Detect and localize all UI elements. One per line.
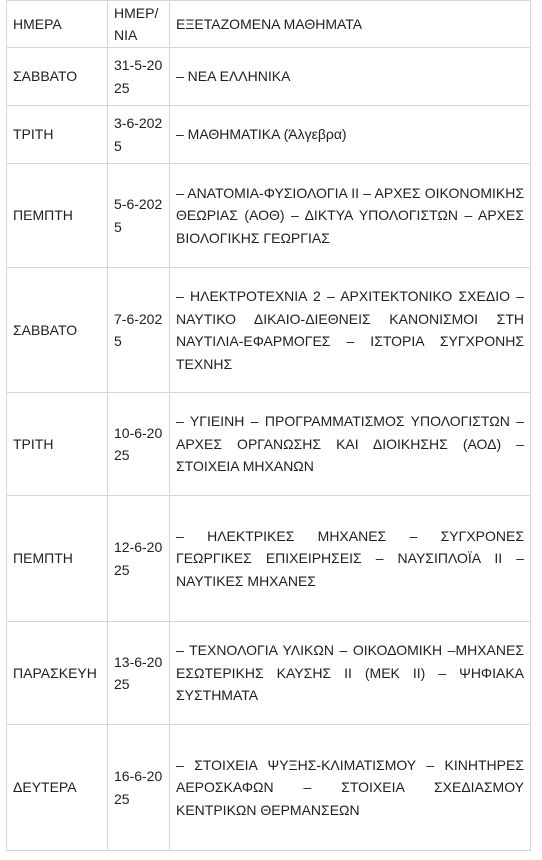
row-subjects: – ΣΤΟΙΧΕΙΑ ΨΥΞΗΣ-ΚΛΙΜΑΤΙΣΜΟΥ – ΚΙΝΗΤΗΡΕΣ ΑΕΡΟΣΚΑΦΩΝ – ΣΤΟΙΧΕΙΑ ΣΧΕΔΙΑΣΜΟΥ ΚΕΝΤΡΙΚΩΝ ΘΕΡΜΑΝΣΕΩΝ [170,725,531,851]
table-row [7,725,531,851]
row-day: ΠΑΡΑΣΚΕΥΗ [7,622,108,725]
row-date: 16-6-2025 [108,725,170,851]
row-date: 10-6-2025 [108,393,170,496]
row-subjects: – ΑΝΑΤΟΜΙΑ-ΦΥΣΙΟΛΟΓΙΑ ΙΙ – ΑΡΧΕΣ ΟΙΚΟΝΟΜΙΚΗΣ ΘΕΩΡΙΑΣ (ΑΟΘ) – ΔΙΚΤΥΑ ΥΠΟΛΟΓΙΣΤΩΝ – ΑΡΧΕΣ ΒΙΟΛΟΓΙΚΗΣ ΓΕΩΡΓΙΑΣ [170,164,531,268]
row-subjects: – ΗΛΕΚΤΡΙΚΕΣ ΜΗΧΑΝΕΣ – ΣΥΓΧΡΟΝΕΣ ΓΕΩΡΓΙΚΕΣ ΕΠΙΧΕΙΡΗΣΕΙΣ – ΝΑΥΣΙΠΛΟΪΑ ΙΙ – ΝΑΥΤΙΚΕΣ ΜΗΧΑΝΕΣ [170,496,531,622]
row-subjects: – ΤΕΧΝΟΛΟΓΙΑ ΥΛΙΚΩΝ – ΟΙΚΟΔΟΜΙΚΗ –ΜΗΧΑΝΕΣ ΕΣΩΤΕΡΙΚΗΣ ΚΑΥΣΗΣ ΙΙ (ΜΕΚ ΙΙ) – ΨΗΦΙΑΚΑ ΣΥΣΤΗΜΑΤΑ [170,622,531,725]
row-date: 12-6-2025 [108,496,170,622]
table-row [7,48,531,106]
row-day: ΠΕΜΠΤΗ [7,164,108,268]
table-row [7,106,531,164]
row-date: 7-6-2025 [108,268,170,393]
table-row [7,164,531,268]
table-row [7,268,531,393]
row-date: 5-6-2025 [108,164,170,268]
row-subjects: – ΗΛΕΚΤΡΟΤΕΧΝΙΑ 2 – ΑΡΧΙΤΕΚΤΟΝΙΚΟ ΣΧΕΔΙΟ – ΝΑΥΤΙΚΟ ΔΙΚΑΙΟ-ΔΙΕΘΝΕΙΣ ΚΑΝΟΝΙΣΜΟΙ ΣΤΗ ΝΑΥΤΙΛΙΑ-ΕΦΑΡΜΟΓΕΣ – ΙΣΤΟΡΙΑ ΣΥΓΧΡΟΝΗΣ ΤΕΧΝΗΣ [170,268,531,393]
table-row [7,393,531,496]
row-date: 31-5-2025 [108,48,170,106]
exam-schedule-table [6,0,531,851]
row-subjects: – ΥΓΙΕΙΝΗ – ΠΡΟΓΡΑΜΜΑΤΙΣΜΟΣ ΥΠΟΛΟΓΙΣΤΩΝ – ΑΡΧΕΣ ΟΡΓΑΝΩΣΗΣ ΚΑΙ ΔΙΟΙΚΗΣΗΣ (ΑΟΔ) – ΣΤΟΙΧΕΙΑ ΜΗΧΑΝΩΝ [170,393,531,496]
row-date: 13-6-2025 [108,622,170,725]
row-day: ΣΑΒΒΑΤΟ [7,268,108,393]
table-header-row [7,1,531,48]
row-day: ΣΑΒΒΑΤΟ [7,48,108,106]
row-day: ΠΕΜΠΤΗ [7,496,108,622]
header-date: ΗΜΕΡ/ΝΙΑ [108,1,170,48]
row-subjects: – ΜΑΘΗΜΑΤΙΚΑ (Άλγεβρα) [170,106,531,164]
header-day: ΗΜΕΡΑ [7,1,108,48]
row-subjects: – ΝΕΑ ΕΛΛΗΝΙΚΑ [170,48,531,106]
table-row [7,622,531,725]
row-day: ΤΡΙΤΗ [7,393,108,496]
header-subjects: ΕΞΕΤΑΖΟΜΕΝΑ ΜΑΘΗΜΑΤΑ [170,1,531,48]
table-row [7,496,531,622]
row-day: ΔΕΥΤΕΡΑ [7,725,108,851]
row-day: ΤΡΙΤΗ [7,106,108,164]
row-date: 3-6-2025 [108,106,170,164]
